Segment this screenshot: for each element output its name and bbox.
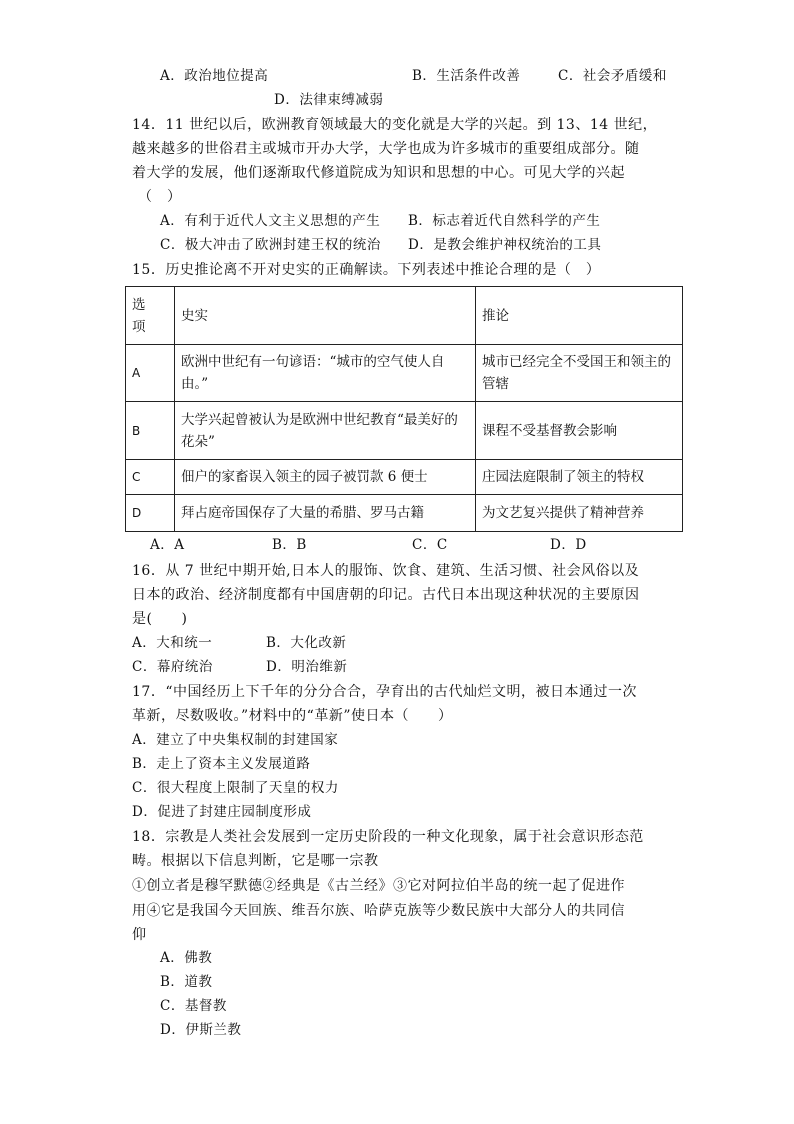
q18-option-b[interactable]: B．道教 (160, 974, 213, 990)
q18-info-line: ①创立者是穆罕默德②经典是《古兰经》③它对阿拉伯半岛的统一起了促进作 (132, 878, 625, 894)
q15-option-a[interactable]: A．A (150, 537, 185, 553)
q13-option-a[interactable]: A．政治地位提高 (160, 68, 269, 84)
table-header-option: 选项 (126, 287, 175, 345)
q14-stem-line: 14．11 世纪以后，欧洲教育领域最大的变化就是大学的兴起。到 13、14 世纪， (132, 117, 658, 133)
table-cell-inference: 课程不受基督教会影响 (476, 402, 683, 460)
table-cell-fact: 欧洲中世纪有一句谚语：“城市的空气使人自由。” (175, 345, 476, 402)
q14-stem-line: 越来越多的世俗君主或城市开办大学，大学也成为许多城市的重要组成部分。随 (132, 141, 640, 157)
q16-stem-line: 是( ) (132, 611, 188, 627)
q18-option-d[interactable]: D．伊斯兰教 (160, 1022, 242, 1038)
table-header-inference: 推论 (476, 287, 683, 345)
q14-option-a[interactable]: A．有利于近代人文主义思想的产生 (160, 213, 381, 229)
q16-stem-line: 16．从 7 世纪中期开始,日本人的服饰、饮食、建筑、生活习惯、社会风俗以及 (132, 563, 640, 579)
q17-option-b[interactable]: B．走上了资本主义发展道路 (132, 756, 311, 772)
table-cell-option: D (126, 495, 175, 532)
q14-option-d[interactable]: D．是教会维护神权统治的工具 (408, 237, 602, 253)
table-cell-fact: 拜占庭帝国保存了大量的希腊、罗马古籍 (175, 495, 476, 532)
table-cell-option: B (126, 402, 175, 460)
q16-option-b[interactable]: B．大化改新 (266, 635, 347, 651)
table-row (126, 402, 683, 460)
q18-option-c[interactable]: C．基督教 (160, 998, 227, 1014)
q16-option-c[interactable]: C．幕府统治 (132, 659, 213, 675)
q17-stem-line: 17．“中国经历上下千年的分分合合，孕育出的古代灿烂文明，被日本通过一次 (132, 684, 637, 700)
q15-table (125, 286, 683, 532)
q16-option-a[interactable]: A．大和统一 (132, 635, 213, 651)
table-cell-fact: 大学兴起曾被认为是欧洲中世纪教育“最美好的花朵” (175, 402, 476, 460)
q15-stem: 15．历史推论离不开对史实的正确解读。下列表述中推论合理的是（ ） (132, 262, 601, 278)
q15-option-c[interactable]: C．C (412, 537, 448, 553)
q13-option-c[interactable]: C．社会矛盾缓和 (558, 68, 667, 84)
table-cell-inference: 庄园法庭限制了领主的特权 (476, 460, 683, 495)
q17-option-c[interactable]: C．很大程度上限制了天皇的权力 (132, 780, 339, 796)
table-cell-inference: 为文艺复兴提供了精神营养 (476, 495, 683, 532)
table-cell-option: A (126, 345, 175, 402)
q16-stem-line: 日本的政治、经济制度都有中国唐朝的印记。古代日本出现这种状况的主要原因 (132, 587, 640, 603)
q13-option-d[interactable]: D．法律束缚减弱 (274, 92, 384, 108)
q14-answer-blank: （ ） (138, 189, 182, 205)
q18-info-line: 用④它是我国今天回族、维吾尔族、哈萨克族等少数民族中大部分人的共同信 (132, 903, 625, 919)
table-row (126, 345, 683, 402)
table-row (126, 495, 683, 532)
table-cell-fact: 佃户的家畜误入领主的园子被罚款 6 便士 (175, 460, 476, 495)
q14-option-c[interactable]: C．极大冲击了欧洲封建王权的统治 (160, 237, 381, 253)
table-header-fact: 史实 (175, 287, 476, 345)
q15-option-d[interactable]: D．D (550, 537, 587, 553)
q17-option-a[interactable]: A．建立了中央集权制的封建国家 (132, 732, 339, 748)
table-cell-option: C (126, 460, 175, 495)
q17-option-d[interactable]: D．促进了封建庄园制度形成 (132, 804, 312, 820)
table-cell-inference: 城市已经完全不受国王和领主的管辖 (476, 345, 683, 402)
q14-option-b[interactable]: B．标志着近代自然科学的产生 (408, 213, 601, 229)
q17-stem-line: 革新，尽数吸收。”材料中的“革新”使日本（ ） (132, 708, 453, 724)
q16-option-d[interactable]: D．明治维新 (266, 659, 348, 675)
q13-option-b[interactable]: B．生活条件改善 (412, 68, 521, 84)
q18-info-line: 仰 (132, 927, 147, 943)
table-row (126, 460, 683, 495)
q18-option-a[interactable]: A．佛教 (160, 950, 213, 966)
q14-stem-line: 着大学的发展，他们逐渐取代修道院成为知识和思想的中心。可见大学的兴起 (132, 165, 625, 181)
q18-stem-line: 畴。根据以下信息判断，它是哪一宗教 (132, 853, 379, 869)
q15-option-b[interactable]: B．B (272, 537, 307, 553)
q18-stem-line: 18．宗教是人类社会发展到一定历史阶段的一种文化现象，属于社会意识形态范 (132, 829, 644, 845)
